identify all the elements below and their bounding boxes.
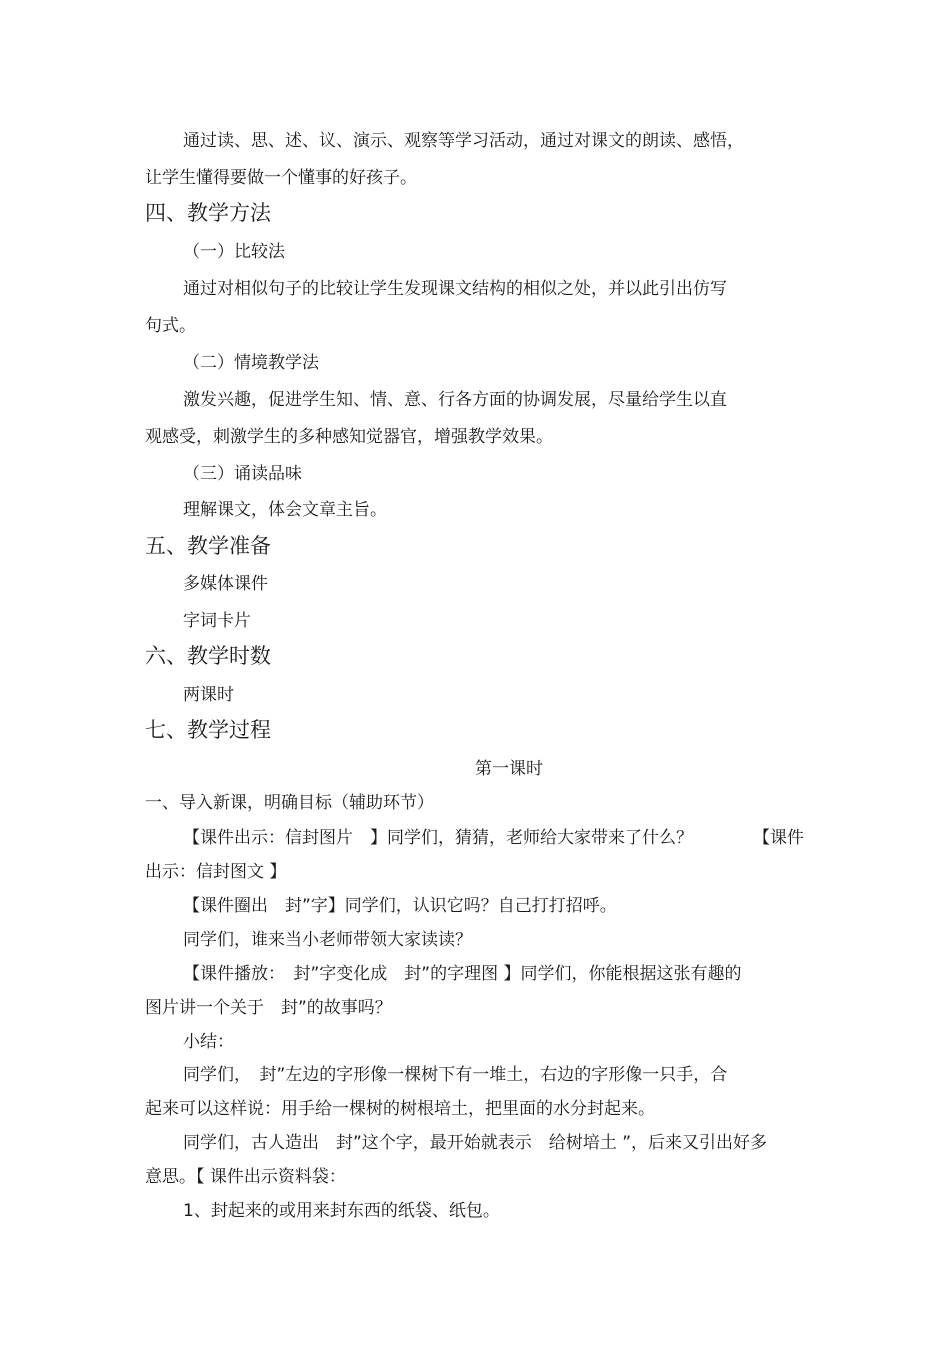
paragraph-line: 同学们，古人造出 封”这个字，最开始就表示 给树培土 ”，后来又引出好多 (183, 1133, 768, 1153)
paragraph-line: 激发兴趣，促进学生知、情、意、行各方面的协调发展，尽量给学生以直 (183, 390, 727, 410)
paragraph-line: 出示：信封图文 】 (145, 862, 287, 882)
paragraph-line: 同学们，谁来当小老师带领大家读读？ (183, 930, 472, 950)
section-heading: 七、教学过程 (145, 718, 271, 742)
paragraph-line: 观感受，刺激学生的多种感知觉器官，增强教学效果。 (145, 427, 553, 447)
section-heading: 五、教学准备 (145, 534, 271, 558)
section-heading: 四、教学方法 (145, 201, 271, 225)
paragraph-line: 通过对相似句子的比较让学生发现课文结构的相似之处，并以此引出仿写 (183, 279, 727, 299)
subsection-heading: （三）诵读品味 (183, 464, 302, 484)
paragraph-line: 【课件圈出 封”字】同学们，认识它吗？自己打打招呼。 (183, 896, 617, 916)
paragraph-line: 意思。【 课件出示资料袋： (145, 1167, 346, 1187)
paragraph-line: 通过读、思、述、议、演示、观察等学习活动，通过对课文的朗读、感悟， (183, 131, 744, 151)
subsection-heading: （一）比较法 (183, 242, 285, 262)
paragraph-line: 让学生懂得要做一个懂事的好孩子。 (145, 168, 417, 188)
paragraph-line: 两课时 (183, 685, 234, 705)
paragraph-line: 【课件 (753, 828, 804, 848)
lesson-title: 第一课时 (475, 759, 543, 779)
section-heading: 六、教学时数 (145, 644, 271, 668)
paragraph-line: 小结： (183, 1032, 234, 1052)
paragraph-line: 起来可以这样说：用手给一棵树的树根培土，把里面的水分封起来。 (145, 1099, 655, 1119)
paragraph-line: 理解课文，体会文章主旨。 (183, 500, 387, 520)
paragraph-line: 【课件播放： 封”字变化成 封”的字理图 】同学们，你能根据这张有趣的 (183, 964, 742, 984)
paragraph-line: 字词卡片 (183, 611, 251, 631)
paragraph-line: 【课件出示：信封图片 】同学们，猜猜，老师给大家带来了什么？ (183, 828, 693, 848)
list-item: 1、封起来的或用来封东西的纸袋、纸包。 (183, 1201, 500, 1221)
paragraph-line: 多媒体课件 (183, 574, 268, 594)
paragraph-line: 图片讲一个关于 封”的故事吗？ (145, 998, 392, 1018)
subsection-heading: （二）情境教学法 (183, 353, 319, 373)
paragraph-line: 同学们， 封”左边的字形像一棵树下有一堆土，右边的字形像一只手，合 (183, 1065, 728, 1085)
paragraph-line: 句式。 (145, 316, 196, 336)
subsection-heading: 一、导入新课，明确目标（辅助环节） (145, 793, 434, 813)
